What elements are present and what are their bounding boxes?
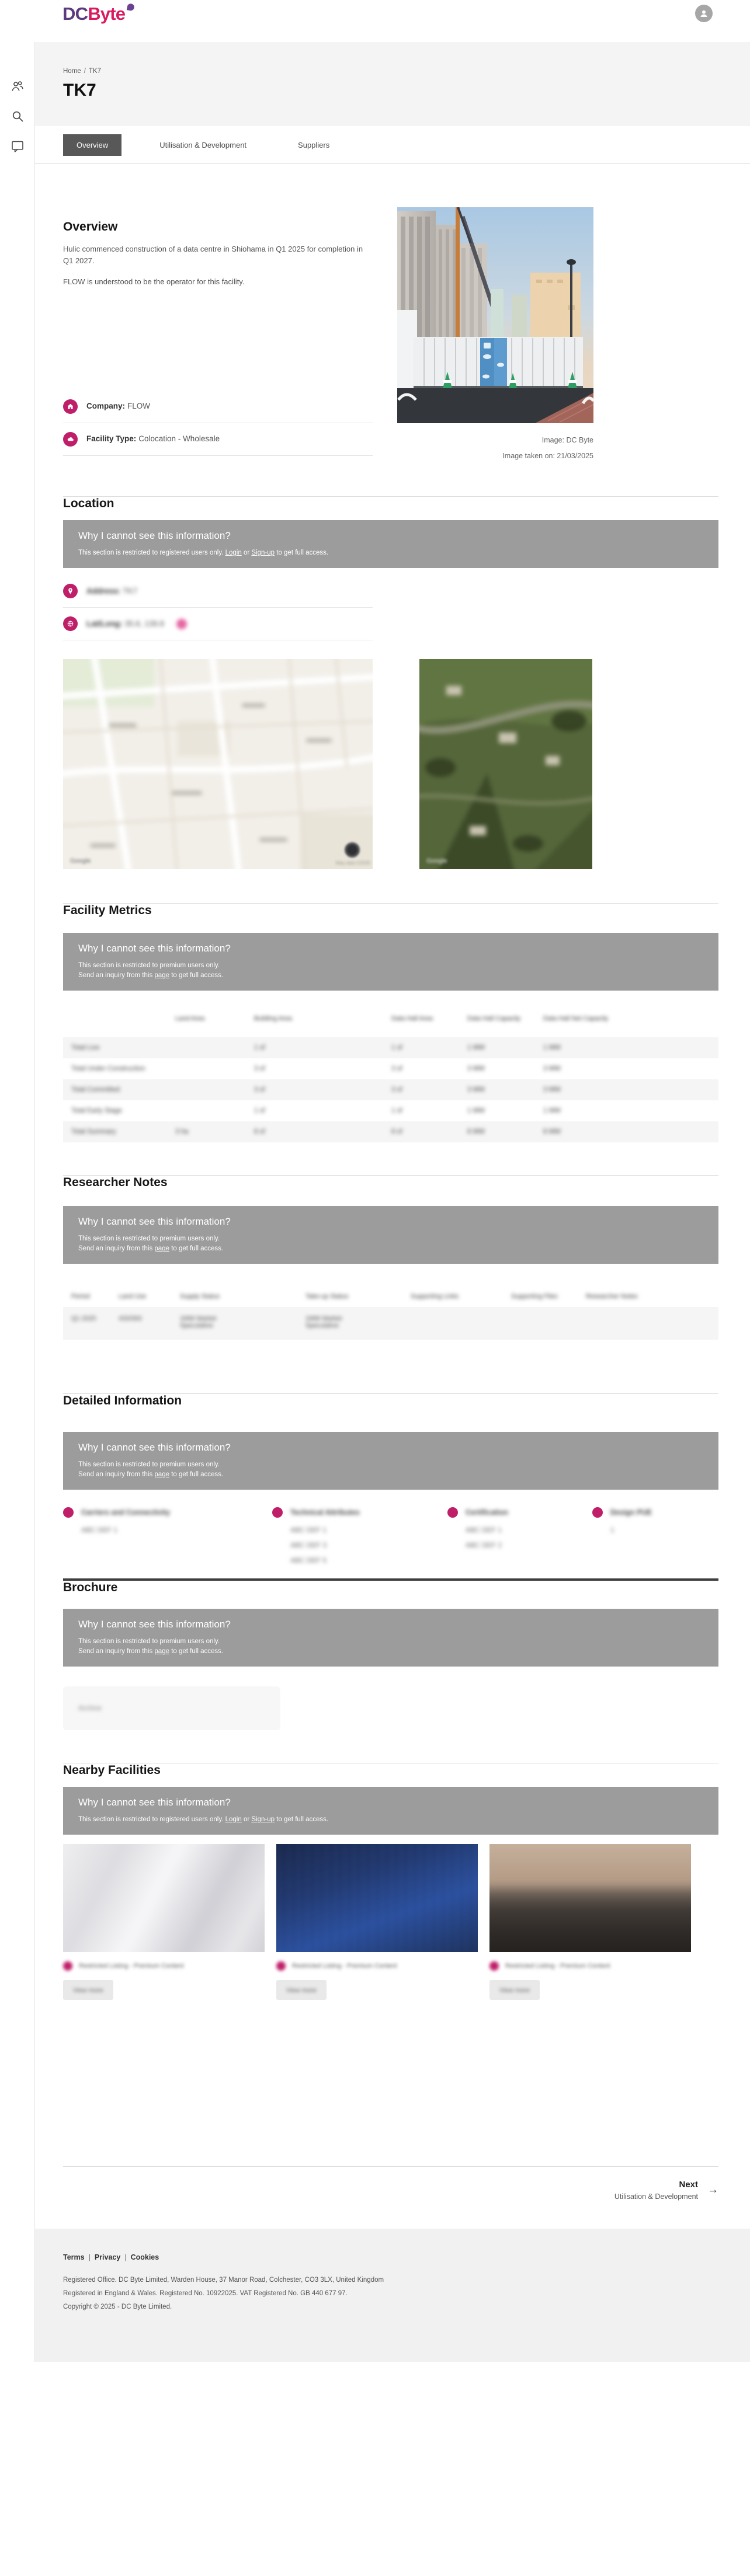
banner-title: Why I cannot see this information?	[78, 1216, 231, 1228]
restricted-banner-premium	[63, 933, 718, 991]
metrics-row: Total Live 1 sf 1 sf 1 MW 1 MW	[63, 1037, 718, 1058]
search-icon[interactable]	[11, 109, 25, 123]
footer-copyright: Copyright © 2025 - DC Byte Limited.	[63, 2303, 172, 2310]
bullet-icon	[276, 1961, 286, 1971]
signup-link[interactable]: Sign-up	[251, 1815, 275, 1823]
view-more-button[interactable]: View more	[489, 1980, 540, 2000]
breadcrumb-current: TK7	[88, 68, 101, 75]
overview-paragraph-1: Hulic commenced construction of a data centre in Shiohama in Q1 2025 for completion in Q1 2027.	[63, 245, 363, 266]
address-value: TK7	[123, 586, 138, 595]
nearby-card	[276, 1844, 478, 2000]
address-pin-icon	[63, 584, 78, 598]
overview-heading: Overview	[63, 220, 118, 233]
nearby-card-label: Restricted Listing - Premium Content	[505, 1962, 610, 1970]
restricted-banner-premium	[63, 1432, 718, 1490]
banner-title: Why I cannot see this information?	[78, 1618, 231, 1630]
bullet-icon	[63, 1961, 72, 1971]
terms-link[interactable]: Terms	[63, 2253, 85, 2261]
address-label: Address:	[86, 586, 121, 595]
banner-premium-pre: Send an inquiry from this	[78, 1647, 153, 1655]
logo-byte: Byte	[88, 4, 126, 24]
left-sidebar	[0, 42, 35, 2362]
next-target: Utilisation & Development	[614, 2192, 698, 2201]
next-label: Next	[679, 2179, 698, 2190]
view-more-button[interactable]: View more	[63, 1980, 113, 2000]
dcbyte-logo[interactable]	[62, 1, 133, 27]
page-title: TK7	[63, 81, 96, 100]
banner-premium-line1: This section is restricted to premium users only.	[78, 1235, 220, 1243]
detail-item-technical: Technical Attributes ABC DEF 1 ABC DEF 3 ABC DEF 5	[272, 1507, 447, 1564]
nearby-card	[63, 1844, 265, 2000]
detail-item-carriers: Carriers and Connectivity ABC DEF 1	[63, 1507, 272, 1564]
bullet-icon	[447, 1507, 458, 1518]
google-logo: Google	[70, 857, 91, 865]
breadcrumb-separator: /	[84, 68, 86, 75]
satellite-map[interactable]	[419, 659, 592, 869]
banner-premium-line1: This section is restricted to premium users only.	[78, 1460, 220, 1468]
inquiry-page-link[interactable]: page	[154, 972, 169, 979]
banner-title: Why I cannot see this information?	[78, 1796, 231, 1808]
brochure-heading: Brochure	[63, 1580, 118, 1594]
nearby-card-label: Restricted Listing - Premium Content	[292, 1962, 397, 1970]
banner-suffix: to get full access.	[276, 549, 329, 557]
login-link[interactable]: Login	[225, 549, 242, 557]
chat-icon[interactable]	[11, 139, 25, 153]
bullet-icon	[489, 1961, 499, 1971]
latlong-value: 35.6, 139.8	[124, 619, 165, 628]
login-link[interactable]: Login	[225, 1815, 242, 1823]
section-divider	[63, 2166, 718, 2167]
tab-suppliers[interactable]: Suppliers	[298, 141, 330, 149]
detail-item-certification: Certification ABC DEF 1 ABC DEF 2	[447, 1507, 592, 1564]
tab-utilisation-development[interactable]: Utilisation & Development	[159, 141, 247, 149]
banner-text: This section is restricted to registered users only.	[78, 1815, 224, 1823]
banner-or: or	[243, 1815, 250, 1823]
bullet-icon	[272, 1507, 283, 1518]
brochure-file-box[interactable]	[63, 1686, 280, 1730]
inquiry-page-link[interactable]: page	[154, 1470, 169, 1478]
latlong-label: Lat/Long:	[86, 619, 123, 628]
restricted-banner-premium	[63, 1609, 718, 1667]
bullet-icon	[63, 1507, 74, 1518]
next-page-nav[interactable]	[63, 2180, 718, 2201]
nearby-card-image	[63, 1844, 265, 1952]
banner-premium-pre: Send an inquiry from this	[78, 1245, 153, 1253]
brochure-file-label: Archive	[78, 1704, 102, 1713]
facility-metrics-heading: Facility Metrics	[63, 904, 152, 918]
overview-section	[63, 163, 718, 460]
metrics-row: Total Early Stage 1 sf 1 sf 1 MW 1 MW	[71, 1107, 561, 1115]
latlong-row	[63, 608, 373, 640]
nearby-card-label: Restricted Listing - Premium Content	[79, 1962, 184, 1970]
tab-overview[interactable]: Overview	[63, 134, 121, 156]
metrics-row: Total Committed 3 sf 3 sf 3 MW 3 MW	[63, 1079, 718, 1100]
page-header-band	[35, 42, 750, 126]
banner-premium-post: to get full access.	[171, 1245, 224, 1253]
facility-photo	[397, 207, 593, 423]
detail-item-design-pue: Design PUE 1	[592, 1507, 709, 1564]
address-row	[63, 575, 373, 608]
image-taken-date: Image taken on: 21/03/2025	[502, 452, 593, 460]
metrics-header-row: Land Area Building Area Data Hall Area Data Hall Capacity Data Hall Net Capacity	[175, 1015, 609, 1023]
banner-premium-pre: Send an inquiry from this	[78, 972, 153, 979]
copy-coordinates-icon[interactable]	[176, 619, 187, 629]
main-content	[35, 42, 750, 2362]
user-avatar-button[interactable]	[695, 5, 713, 22]
banner-title: Why I cannot see this information?	[78, 943, 231, 954]
nearby-card-image	[489, 1844, 691, 1952]
breadcrumb-home-link[interactable]: Home	[63, 68, 81, 75]
map-attribution: Map data ©2025	[335, 860, 370, 866]
banner-premium-line1: This section is restricted to premium users only.	[78, 1637, 220, 1645]
accounts-icon[interactable]	[11, 79, 25, 93]
facility-metrics-table	[63, 1012, 718, 1142]
company-value: FLOW	[127, 402, 151, 411]
nearby-card-image	[276, 1844, 478, 1952]
company-icon	[63, 399, 78, 414]
banner-or: or	[243, 549, 250, 557]
image-credit: Image: DC Byte	[541, 436, 593, 444]
map-control-button[interactable]	[345, 842, 360, 857]
metrics-row: Total Under Construction 3 sf 3 sf 3 MW 3 MW	[71, 1065, 561, 1073]
view-more-button[interactable]: View more	[276, 1980, 327, 2000]
signup-link[interactable]: Sign-up	[251, 549, 275, 557]
researcher-row: Q1 2025 433/300 1MW Market Speculative 1MW Market Speculative	[63, 1307, 718, 1340]
satellite-map-tiles	[419, 659, 592, 869]
person-icon	[699, 8, 709, 19]
logo-leaf-icon	[127, 3, 135, 11]
cookies-link[interactable]: Cookies	[130, 2253, 159, 2261]
google-logo: Google	[426, 857, 447, 865]
metrics-row: Total Summary 3 ha 8 sf 8 sf 8 MW 8 MW	[63, 1121, 718, 1142]
nearby-facilities-heading: Nearby Facilities	[63, 1763, 161, 1777]
restricted-banner-registered	[63, 1787, 718, 1835]
top-bar	[0, 0, 750, 42]
banner-premium-line1: This section is restricted to premium users only.	[78, 962, 220, 970]
researcher-header-row: Period Land Use Supply Status Take-up Status Supporting Links Supporting Files Researcher Notes	[71, 1293, 638, 1301]
breadcrumb	[63, 42, 750, 75]
facility-type-row	[63, 423, 373, 456]
banner-title: Why I cannot see this information?	[78, 1441, 231, 1453]
banner-premium-post: to get full access.	[171, 1470, 224, 1478]
banner-suffix: to get full access.	[276, 1815, 329, 1823]
street-map-tiles	[63, 659, 373, 869]
company-row	[63, 391, 373, 423]
banner-text: This section is restricted to registered users only.	[78, 549, 224, 557]
detailed-information-heading: Detailed Information	[63, 1394, 182, 1408]
footer-registered-office: Registered Office. DC Byte Limited, Warden House, 37 Manor Road, Colchester, CO3 3LX, United Kingdom	[63, 2276, 384, 2284]
maps-row	[63, 659, 718, 869]
privacy-link[interactable]: Privacy	[94, 2253, 121, 2261]
footer	[35, 2229, 750, 2362]
inquiry-page-link[interactable]: page	[154, 1647, 169, 1655]
banner-premium-post: to get full access.	[171, 1647, 224, 1655]
facility-type-value: Colocation - Wholesale	[138, 434, 220, 444]
location-heading: Location	[63, 497, 114, 510]
arrow-right-icon: →	[707, 2183, 718, 2196]
bullet-icon	[592, 1507, 603, 1518]
nearby-cards	[63, 1844, 718, 2000]
restricted-banner-registered	[63, 520, 718, 568]
facility-type-label: Facility Type:	[86, 434, 137, 444]
footer-links: Terms | Privacy | Cookies	[63, 2253, 159, 2261]
tab-bar	[35, 126, 750, 163]
researcher-notes-table	[63, 1291, 718, 1340]
latlong-globe-icon	[63, 616, 78, 631]
inquiry-page-link[interactable]: page	[154, 1245, 169, 1253]
street-map[interactable]	[63, 659, 373, 869]
detailed-info-columns	[63, 1507, 718, 1564]
logo-dc: DC	[62, 4, 88, 24]
restricted-banner-premium	[63, 1206, 718, 1264]
overview-paragraph-2: FLOW is understood to be the operator for this facility.	[63, 277, 245, 287]
company-label: Company:	[86, 402, 126, 411]
banner-premium-pre: Send an inquiry from this	[78, 1470, 153, 1478]
nearby-card	[489, 1844, 691, 2000]
facility-type-icon	[63, 432, 78, 447]
banner-title: Why I cannot see this information?	[78, 530, 231, 542]
banner-premium-post: to get full access.	[171, 972, 224, 979]
footer-registration-numbers: Registered in England & Wales. Registered No. 10922025. VAT Registered No. GB 440 677 97.	[63, 2289, 348, 2297]
researcher-notes-heading: Researcher Notes	[63, 1176, 168, 1190]
